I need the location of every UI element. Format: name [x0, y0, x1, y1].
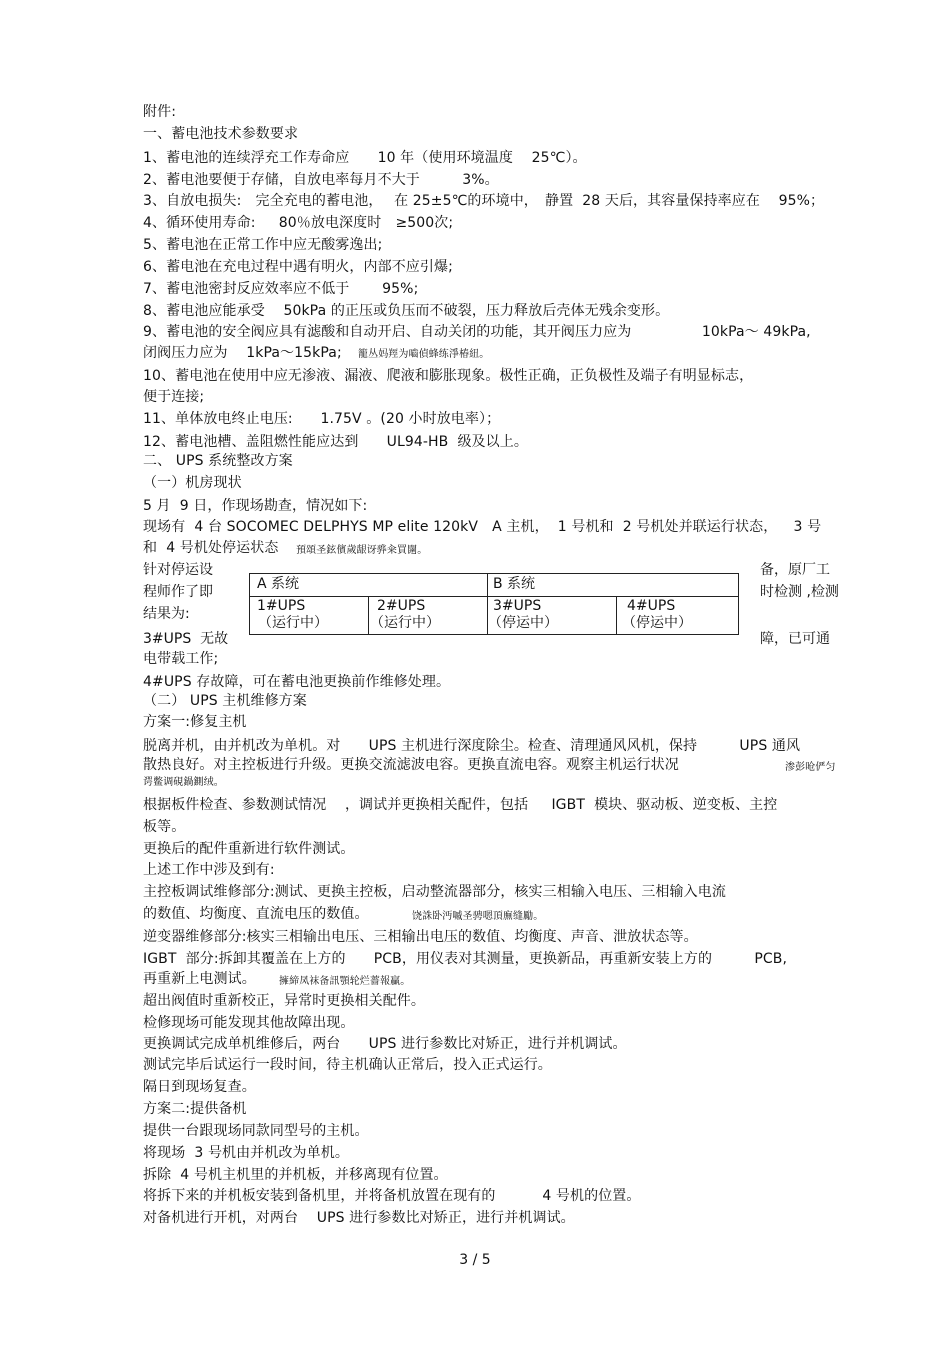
- text-line: 板等。: [143, 819, 186, 835]
- text-line: 5 月 9 日，作现场勘查，情况如下:: [143, 498, 368, 514]
- text-line: 将现场 3 号机由并机改为单机。: [143, 1145, 349, 1161]
- side-text-left: 3#UPS 无故: [143, 631, 229, 647]
- text-line: 测试完毕后试运行一段时间，待主机确认正常后，投入正式运行。: [143, 1057, 552, 1073]
- text-line: 10、蓄电池在使用中应无渗液、漏液、爬液和膨胀现象。极性正确，正负极性及端子有明显标志，: [143, 368, 754, 384]
- garbled-note: 預頌圣鉉儐歲龈讶骅籴買闥。: [296, 545, 428, 556]
- text-line: 隔日到现场复查。: [143, 1079, 256, 1095]
- attachment-label: 附件:: [143, 104, 177, 120]
- side-text-right: 备，原厂工: [760, 562, 830, 578]
- ups-status-table: [249, 573, 739, 635]
- text-line: 的数值、均衡度、直流电压的数值。: [143, 906, 369, 922]
- side-text-left: 程师作了即: [143, 584, 213, 600]
- subsection-heading: （二） UPS 主机维修方案: [143, 693, 307, 709]
- text-line: 更换后的配件重新进行软件测试。: [143, 841, 355, 857]
- garbled-note: 谔鳖调硯鍋鍘绒。: [143, 777, 224, 788]
- text-line: 7、蓄电池密封反应效率应不低于 95%;: [143, 281, 419, 297]
- text-line: 主控板调试维修部分:测试、更换主控板，启动整流器部分，核实三相输入电压、三相输入电流: [143, 884, 726, 900]
- garbled-note: 饶誅卧沔嘁圣骋嗯頂廡缝勵。: [412, 911, 544, 922]
- text-line: 11、单体放电终止电压: 1.75V 。(20 小时放电率）；: [143, 411, 501, 427]
- text-line: 根据板件检查、参数测试情况 ，调试并更换相关配件，包括 IGBT 模块、驱动板、逆变板、主控: [143, 797, 778, 813]
- text-line: 2、蓄电池要便于存储，自放电率每月不大于 3%。: [143, 172, 499, 188]
- text-line: 3、自放电损失: 完全充电的蓄电池， 在 25±5℃的环境中， 静置 28 天后，其容量保持率应在 95%；: [143, 193, 825, 209]
- text-line: 提供一台跟现场同款同型号的主机。: [143, 1123, 369, 1139]
- table-cell-ups-status: （停运中）: [488, 615, 558, 631]
- table-cell-ups-name: 4#UPS: [627, 598, 676, 614]
- plan-heading: 方案二:提供备机: [143, 1101, 247, 1117]
- table-cell-ups-status: （停运中）: [622, 615, 692, 631]
- text-line: 闭阀压力应为 1kPa～15kPa;: [143, 345, 342, 361]
- text-line: 散热良好。对主控板进行升级。更换交流滤波电容。更换直流电容。观察主机运行状况: [143, 757, 679, 773]
- text-line: 上述工作中涉及到有:: [143, 862, 275, 878]
- page-number: 3 / 5: [459, 1252, 491, 1268]
- plan-heading: 方案一:修复主机: [143, 714, 247, 730]
- table-header-a-system: A 系统: [257, 576, 300, 592]
- text-line: 对备机进行开机，对两台 UPS 进行参数比对矫正，进行并机调试。: [143, 1210, 575, 1226]
- side-text-right: 时检测 ,检测: [760, 584, 839, 600]
- table-cell-ups-status: （运行中）: [370, 615, 440, 631]
- garbled-note: 渗彭呛俨匀: [785, 762, 836, 773]
- text-line: 拆除 4 号机主机里的并机板，并移离现有位置。: [143, 1167, 448, 1183]
- text-line: 5、蓄电池在正常工作中应无酸雾逸出;: [143, 237, 383, 253]
- section-heading: 二、 UPS 系统整改方案: [143, 453, 293, 469]
- text-line: 将拆下来的并机板安装到备机里，并将备机放置在现有的 4 号机的位置。: [143, 1188, 641, 1204]
- side-text-left: 针对停运设: [143, 562, 213, 578]
- text-line: 6、蓄电池在充电过程中遇有明火，内部不应引爆;: [143, 259, 453, 275]
- table-header-b-system: B 系统: [493, 576, 536, 592]
- text-line: 超出阀值时重新校正，异常时更换相关配件。: [143, 993, 425, 1009]
- text-line: 现场有 4 台 SOCOMEC DELPHYS MP elite 120kV A 主机， 1 号机和 2 号机处并联运行状态， 3 号: [143, 519, 822, 535]
- text-line: 逆变器维修部分:核实三相输出电压、三相输出电压的数值、均衡度、声音、泄放状态等。: [143, 929, 698, 945]
- table-cell-ups-name: 1#UPS: [257, 598, 306, 614]
- text-line: 4#UPS 存故障，可在蓄电池更换前作维修处理。: [143, 674, 451, 690]
- table-cell-ups-name: 3#UPS: [493, 598, 542, 614]
- table-cell-ups-name: 2#UPS: [377, 598, 426, 614]
- text-line: 脱离并机，由并机改为单机。对 UPS 主机进行深度除尘。检查、清理通风风机，保持 UPS 通风: [143, 738, 801, 754]
- text-line: 和 4 号机处停运状态: [143, 540, 279, 556]
- garbled-note: 籠丛妈羥为嚙偵蜂练淨椿紐。: [358, 349, 490, 360]
- text-line: 检修现场可能发现其他故障出现。: [143, 1015, 355, 1031]
- table-cell-ups-status: （运行中）: [258, 615, 328, 631]
- text-line: 便于连接;: [143, 389, 205, 405]
- text-line: IGBT 部分:拆卸其覆盖在上方的 PCB，用仪表对其测量，更换新品，再重新安装上方的 PCB,: [143, 951, 788, 967]
- text-line: 再重新上电测试。: [143, 971, 256, 987]
- text-line: 4、循环使用寿命: 80％放电深度时 ≥500次;: [143, 215, 454, 231]
- text-line: 更换调试完成单机维修后，两台 UPS 进行参数比对矫正，进行并机调试。: [143, 1036, 627, 1052]
- section-heading: 一、蓄电池技术参数要求: [143, 126, 299, 142]
- subsection-heading: （一）机房现状: [143, 475, 242, 491]
- text-line: 1、蓄电池的连续浮充工作寿命应 10 年（使用环境温度 25℃）。: [143, 150, 587, 166]
- garbled-note: 擁締凤袜备訊顎轮烂薔報贏。: [279, 976, 411, 987]
- text-line: 9、蓄电池的安全阀应具有滤酸和自动开启、自动关闭的功能，其开阀压力应为 10kPa～ 49kPa,: [143, 324, 811, 340]
- text-line: 8、蓄电池应能承受 50kPa 的正压或负压而不破裂，压力释放后壳体无残余变形。: [143, 303, 670, 319]
- side-text-left: 结果为:: [143, 606, 190, 622]
- side-text-right: 障，已可通: [760, 631, 830, 647]
- text-line: 12、蓄电池槽、盖阻燃性能应达到 UL94-HB 级及以上。: [143, 434, 528, 450]
- text-line: 电带载工作;: [143, 651, 219, 667]
